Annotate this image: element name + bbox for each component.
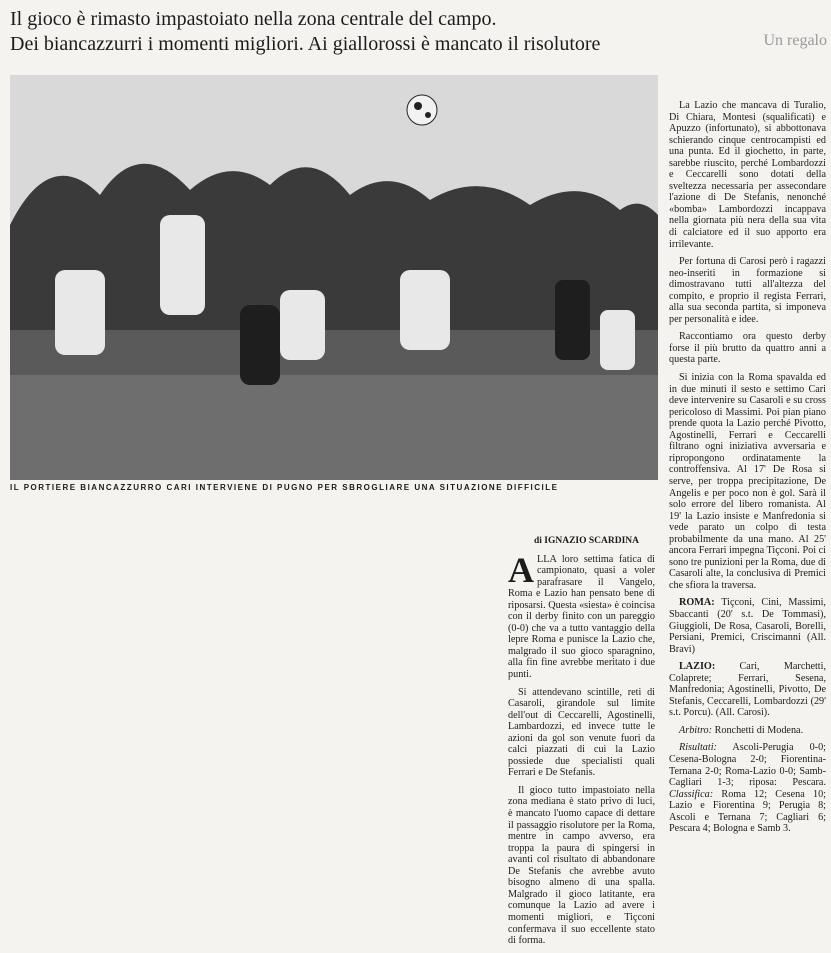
article-paragraph: Si inizia con la Roma spavalda ed in due minuti il sesto e settimo Cari deve intervenire su Casaroli e su cross pericoloso di Massimi. Poi pian piano prende quota la Lazio perché Pivotto, Agostinelli, Ferrari e Ceccarelli filtrano ogni iniziativa avversaria e ripropongono ordinatamente la controffensiva. Al 17' De Rosa si serve, per troppa precipitazione, De Angelis e per poco non è gol. Sarà il solo errore del libero romanista. Al 19' la Lazio insiste e Manfredonia si vede parato un colpo di testa probabilmente da una mano. Al 25' ancora Ferrari impegna Tiçconi. Poi ci sono tre punizioni per la Roma, due di Casaroli alte, la conclusiva di Premici che sfiora la traversa. xyxy=(669,372,826,591)
match-photo xyxy=(10,75,658,480)
lineup-lazio: LAZIO: Cari, Marchetti, Colaprete; Ferrari, Sesena, Manfredonia; Agostinelli, Pivotto, De Stefanis, Ceccarelli, Lombardozzi (29' s.t. Porcu). (All. Carosi). xyxy=(669,661,826,719)
article-paragraph: La Lazio che mancava di Turalio, Di Chiara, Montesi (squalificati) e Apuzzo (infortunato), si abbottonava schierando cinque centrocampisti ed una punta. Ed il giochetto, in parte, sarebbe riuscito, perché Lombardozzi e Ceccarelli sono dotati della sveltezza necessaria per assecondare l'azione di De Stefanis, nenonché «bomba» Lambordozzi incappava nella giornata più nera della sua vita di calciatore ed il suo apporto era irrilevante. xyxy=(669,100,826,250)
referee-label: Arbitro: xyxy=(679,724,713,736)
article-paragraph: ALLA loro settima fatica di campionato, quasi a voler parafrasare il Vangelo, Roma e Lazio han pensato bene di riposarsi. Questa «siesta» è coincisa con il derby finito con un pareggio (0-0) che va a tutto vantaggio della lepre Roma e punisce la Lazio che, malgrado il suo gioco sparagnino, alla fin fine avrebbe meritato i due punti. xyxy=(508,549,655,681)
photo-caption: IL PORTIERE BIANCAZZURRO CARI INTERVIENE DI PUGNO PER SBROGLIARE UNA SITUAZIONE DIFFICILE xyxy=(10,483,559,492)
lineup-lazio-label: LAZIO: xyxy=(679,661,716,673)
standings-label: Classifica: xyxy=(669,788,714,800)
lineup-roma: ROMA: Tiçconi, Cini, Massimi, Sbaccanti (20' s.t. De Tommasi), Giuggioli, De Rosa, Casaroli, Borelli, Persiani, Premici, Criscimanni (All. Bravi) xyxy=(669,597,826,655)
headline-line-1: Il gioco è rimasto impastoiato nella zona centrale del campo. xyxy=(10,8,497,30)
article-paragraph: Il gioco tutto impastoiato nella zona mediana è stato privo di luci, è mancato l'uomo capace di dettare il passaggio risolutore per la Roma, mentre in campo avverso, era troppa la paura di spingersi in avanti col risultato di abbandonare De Stefanis che avrebbe avuto bisogno almeno di una spalla. Malgrado il gioco latitante, era comunque la Lazio ad avere i momenti migliori, e Tiçconi confermava il suo eccellente stato di forma. xyxy=(508,784,655,947)
referee: Arbitro: Ronchetti di Modena. xyxy=(679,724,804,736)
match-photo-illustration xyxy=(10,75,658,480)
dropcap: A xyxy=(508,549,534,590)
headline-line-2: Dei biancazzurri i momenti migliori. Ai giallorossi è mancato il risolutore xyxy=(10,33,601,55)
article-paragraph: Per fortuna di Carosi però i ragazzi neo-inseriti in formazione si dimostravano tutti all'altezza del compito, e proprio il regista Ferrari, alla sua seconda partita, si imponeva per personalità e idee. xyxy=(669,256,826,325)
article-paragraph: Raccontiamo ora questo derby forse il più brutto da quattro anni a questa parte. xyxy=(669,331,826,366)
article-column-right xyxy=(669,100,826,841)
byline: di IGNAZIO SCARDINA xyxy=(533,536,640,546)
adjacent-article-fragment: Un regalo xyxy=(763,32,827,49)
article-column-left xyxy=(508,536,655,953)
results-label: Risultati: xyxy=(679,742,717,754)
results: Risultati: Ascoli-Perugia 0-0; Cesena-Bologna 2-0; Fiorentina-Ternana 2-0; Roma-Lazio 0-0; Samb-Cagliari 1-3; riposa: Pescara. Classifica: Roma 12; Cesena 10; Lazio e Fiorentina 9; Perugia 8; Ascoli e Ternana 7; Cagliari 6; Pescara 4; Bologna e Samb 3. xyxy=(669,742,826,835)
lineup-roma-label: ROMA: xyxy=(679,597,715,609)
article-paragraph: Si attendevano scintille, reti di Casaroli, girandole sul limite dell'out di Ceccarelli, Agostinelli, Lambardozzi, ed invece tutte le azioni da gol son venute fuori da calci piazzati di cui la Lazio possiede due specialisti quali Ferrari e De Stefanis. xyxy=(508,686,655,779)
